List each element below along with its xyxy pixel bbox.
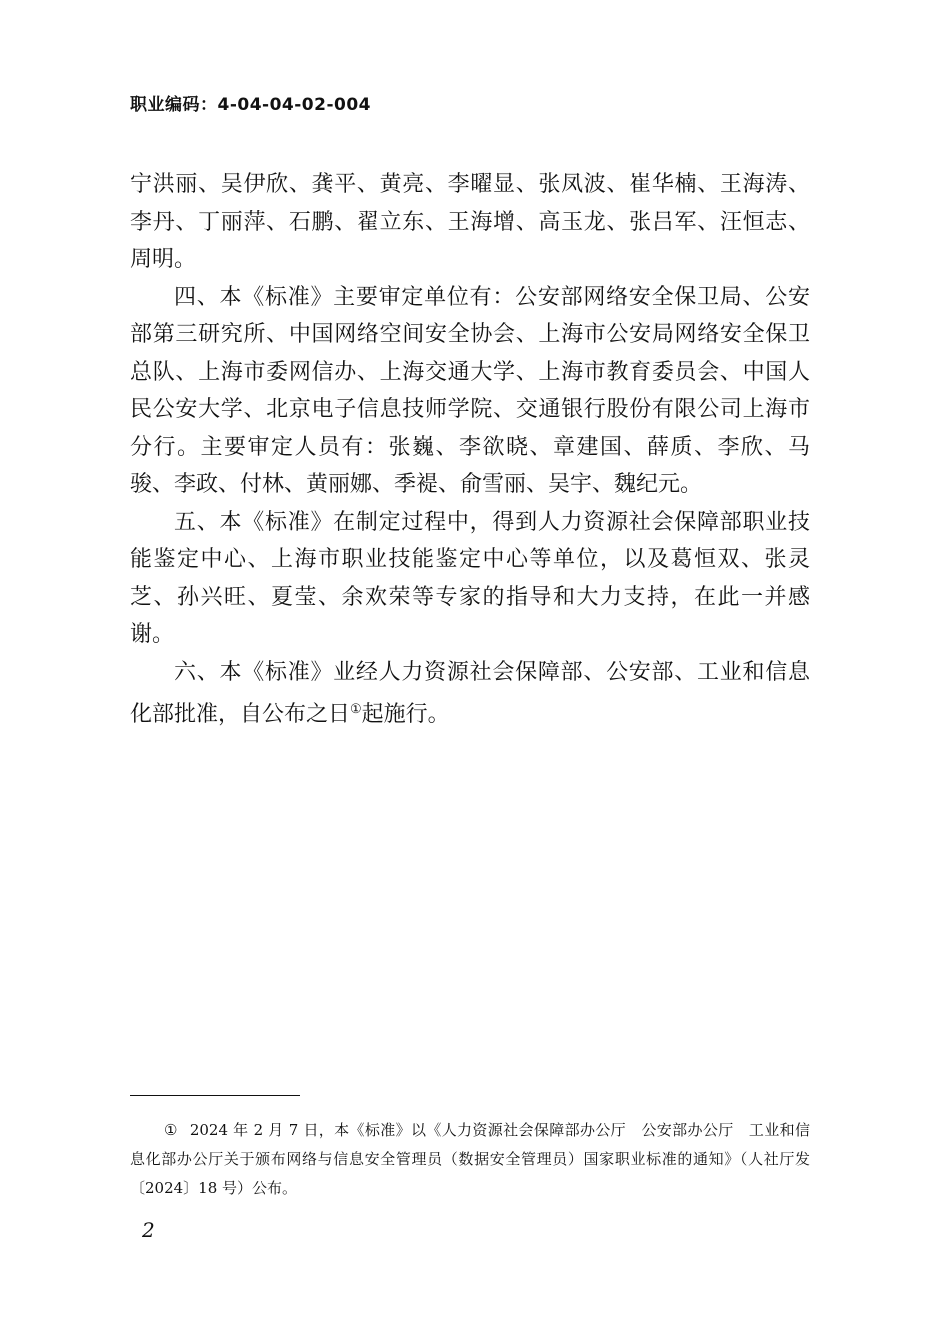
paragraph-names-continued: 宁洪丽、吴伊欣、龚平、黄亮、李曜显、张凤波、崔华楠、王海涛、李丹、丁丽萍、石鹏、翟立东、王海增、高玉龙、张吕军、汪恒志、周明。 — [130, 172, 810, 272]
footnote-reference[interactable]: ① — [350, 702, 362, 717]
page-number: 2 — [142, 1218, 155, 1242]
footnote-mark: ① — [164, 1121, 178, 1139]
approval-text: 六、本《标准》业经人力资源社会保障部、公安部、工业和信息化部批准，自公布之日 — [130, 659, 810, 727]
paragraph-review-units: 四、本《标准》主要审定单位有：公安部网络安全保卫局、公安部第三研究所、中国网络空间安全协会、上海市公安局网络安全保卫总队、上海市委网信办、上海交通大学、上海市教育委员会、中国人民公安大学、北京电子信息技师学院、交通银行股份有限公司上海市分行。主要审定人员有：张巍、李欲晓、章建国、薛质、李欣、马骏、李政、付林、黄丽娜、季褆、俞雪丽、吴宇、魏纪元。 — [130, 284, 810, 497]
paragraph-acknowledgements: 五、本《标准》在制定过程中，得到人力资源社会保障部职业技能鉴定中心、上海市职业技能鉴定中心等单位，以及葛恒双、张灵芝、孙兴旺、夏莹、余欢荣等专家的指导和大力支持，在此一并感谢。 — [130, 509, 810, 647]
main-body — [130, 166, 810, 734]
footnote-text: 2024 年 2 月 7 日，本《标准》以《人力资源社会保障部办公厅 公安部办公厅 工业和信息化部办公厅关于颁布网络与信息安全管理员（数据安全管理员）国家职业标准的通知》（人社厅发〔2024〕18 号）公布。 — [130, 1121, 810, 1197]
footnote-divider — [130, 1095, 300, 1096]
occupation-code-header: 职业编码：4-04-04-02-004 — [130, 95, 372, 115]
paragraph-approval — [130, 654, 810, 734]
approval-text-end: 起施行。 — [361, 702, 450, 727]
footnote — [130, 1116, 810, 1203]
